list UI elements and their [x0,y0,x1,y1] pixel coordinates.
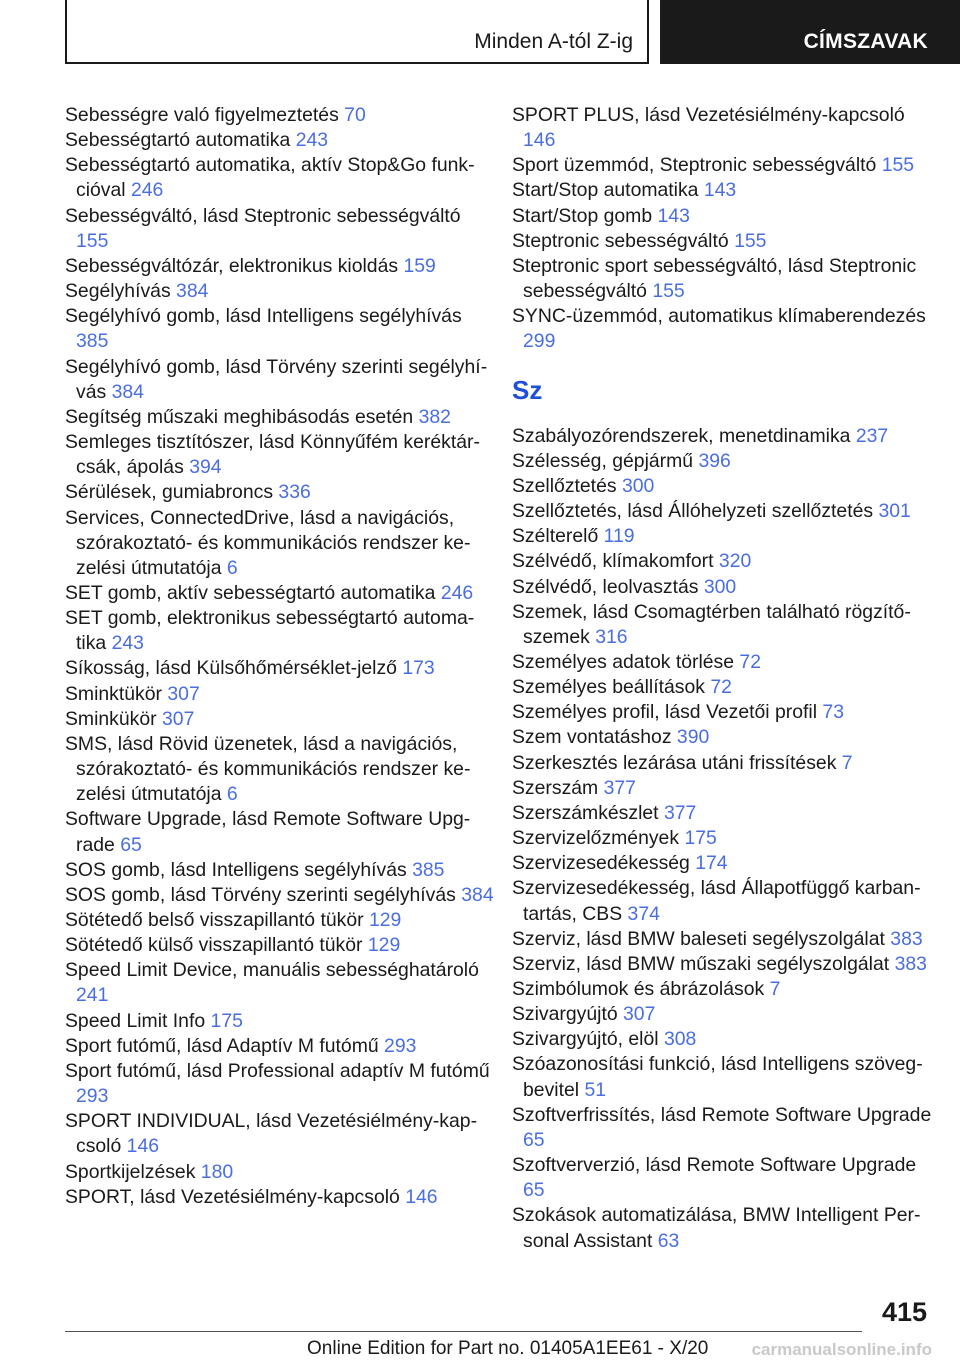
index-entry-text: Személyes profil, lásd Vezetői profil [512,701,818,724]
index-entry-text: Szoftververzió, lásd Remote Software Upgrade [512,1154,917,1177]
index-entry-text: Szerszámkészlet [512,801,659,824]
page-reference-link[interactable]: 155 [734,229,767,252]
index-entry-text: Start/Stop automatika [512,179,699,202]
index-entry-text: Sötétedő belső visszapillantó tükör [65,909,364,931]
index-entry [512,153,942,178]
section-heading: Sz [512,374,543,405]
page-reference-link[interactable]: 384 [176,280,209,303]
index-entry-text: SPORT PLUS, lásd Vezetésiélmény-kapcsoló [512,104,905,126]
page-reference-link[interactable]: 336 [278,481,311,504]
index-entry [65,1109,495,1159]
page-reference-link[interactable]: 383 [890,927,923,950]
page-reference-link[interactable]: 129 [368,909,402,931]
index-entry-text: Személyes adatok törlése [512,650,735,673]
section-tab [65,0,649,64]
index-entry-text: Speed Limit Device, manuális sebességhatároló [65,959,479,982]
index-entry [65,1059,495,1109]
page-reference-link[interactable]: 384 [461,883,494,906]
index-entry [65,1185,495,1210]
index-entry [65,430,495,480]
index-entry [65,883,495,908]
index-entry-text: Szóazonosítási funkció, lásd Intelligens szövegbevitel [512,1053,923,1101]
index-entry [512,725,942,750]
index-entry [65,204,495,254]
index-entry-text: Szerviz, lásd BMW műszaki segélyszolgálat [512,952,890,975]
index-entry [65,1160,495,1185]
page-reference-link[interactable]: 396 [698,449,731,472]
index-entry [512,826,942,851]
index-entry [512,304,942,354]
page-reference-link[interactable]: 63 [657,1229,680,1252]
index-entry-text: Semleges tisztítószer, lásd Könnyűfém keréktárcsák, ápolás [65,431,480,479]
index-entry-text: SOS gomb, lásd Intelligens segélyhívás [65,858,407,881]
index-entry [512,1002,942,1027]
page-reference-link[interactable]: 155 [652,280,685,303]
chapter-tab [660,0,960,64]
index-entry-text: Személyes beállítások [512,676,705,699]
page-reference-link[interactable]: 155 [76,229,109,252]
index-column-right [512,103,942,1254]
page-reference-link[interactable]: 374 [627,902,660,925]
index-entry [512,549,942,574]
index-entry-text: Szivargyújtó [512,1003,618,1026]
index-entry-text: Szivargyújtó, elöl [512,1028,659,1051]
index-entry-text: Sebességtartó automatika, aktív Stop&Go funkcióval [65,154,475,202]
index-entry-text: SOS gomb, lásd Törvény szerinti segélyhívás [65,883,456,906]
page-reference-link[interactable]: 307 [162,707,195,730]
index-entry [512,851,942,876]
index-entry [512,675,942,700]
index-entry-text: Szélesség, gépjármű [512,449,694,472]
page-reference-link[interactable]: 51 [584,1078,607,1101]
index-entry [512,977,942,1002]
index-entry-text: Segélyhívó gomb, lásd Intelligens segélyhívás [65,305,462,328]
index-entry-text: Steptronic sport sebességváltó, lásd Steptronic sebességváltó [512,254,917,303]
index-entry [512,1103,942,1153]
index-entry-text: Szimbólumok és ábrázolások [512,978,765,1000]
page-reference-link[interactable]: 72 [739,650,761,673]
index-entry-text: Síkosság, lásd Külsőhőmérséklet-jelző [65,657,397,680]
index-entry [512,751,942,776]
page-reference-link[interactable]: 243 [111,632,144,655]
index-entry [65,656,495,681]
index-entry [512,1052,942,1102]
page-reference-link[interactable]: 301 [878,500,911,523]
page-reference-link[interactable]: 316 [595,625,628,648]
index-entry [65,254,495,279]
page-reference-link[interactable]: 385 [76,330,109,353]
footer-edition: Online Edition for Part no. 01405A1EE61 - X/20 [307,1338,709,1359]
index-entry-text: Sebességre való figyelmeztetés [65,104,339,126]
index-entry [512,575,942,600]
index-entry-text: Speed Limit Info [65,1009,206,1032]
page-reference-link[interactable]: 7 [841,751,853,774]
index-entry [512,103,942,153]
index-entry-text: Sebességváltózár, elektronikus kioldás [65,254,399,277]
page-reference-link[interactable]: 65 [523,1128,545,1151]
index-entry [65,355,495,405]
index-entry [512,254,942,304]
page-reference-link[interactable]: 293 [384,1034,417,1057]
page-reference-link[interactable]: 308 [663,1028,697,1051]
index-entry-text: Szélvédő, klímakomfort [512,550,714,573]
index-entry-text: Szoftverfrissítés, lásd Remote Software Upgrade [512,1103,932,1126]
page-reference-link[interactable]: 155 [881,154,915,177]
index-entry-text: SPORT INDIVIDUAL, lásd Vezetésiélmény-kapcsoló [65,1110,478,1158]
index-entry [512,952,942,977]
index-entry-text: Sérülések, gumiabroncs [65,481,274,504]
index-entry-text: SPORT, lásd Vezetésiélmény-kapcsoló [65,1185,400,1208]
index-entry-text: Sebességváltó, lásd Steptronic sebességváltó [65,204,461,227]
page-reference-link[interactable]: 6 [226,556,238,579]
page-reference-link[interactable]: 65 [523,1179,545,1202]
page-reference-link[interactable]: 143 [657,204,690,227]
page-reference-link[interactable]: 146 [523,129,556,152]
index-entry [65,858,495,883]
page-reference-link[interactable]: 73 [822,701,844,724]
index-entry-text: Szervizesedékesség, lásd Állapotfüggő karbantartás, CBS [512,877,921,925]
index-entry [512,229,942,254]
index-entry [512,801,942,826]
index-entry [65,153,495,203]
index-entry-text: Sport futómű, lásd Professional adaptív M futómű [65,1059,490,1082]
page-reference-link[interactable]: 119 [603,525,635,548]
index-entry [512,424,942,449]
index-entry-text: Start/Stop gomb [512,204,653,227]
page-reference-link[interactable]: 180 [200,1160,234,1183]
index-entry [512,776,942,801]
index-entry-text: Sport futómű, lásd Adaptív M futómű [65,1034,379,1057]
index-entry [65,682,495,707]
page-reference-link[interactable]: 72 [710,676,732,699]
index-entry-text: Szellőztetés [512,474,617,497]
page-reference-link[interactable]: 299 [523,330,556,353]
page-reference-link[interactable]: 307 [167,682,200,705]
index-entry [512,474,942,499]
index-entry-text: SET gomb, aktív sebességtartó automatika [65,581,436,604]
page-reference-link[interactable]: 383 [894,952,927,975]
index-entry-text: Segélyhívás [65,280,171,303]
index-entry [65,1009,495,1034]
page-reference-link[interactable]: 246 [130,179,164,202]
page-reference-link[interactable]: 394 [189,456,222,479]
index-entry-text: Szemek, lásd Csomagtérben található rögzítőszemek [512,600,911,648]
page-reference-link[interactable]: 6 [226,783,238,806]
index-entry [512,1203,942,1253]
page-reference-link[interactable]: 65 [120,833,142,856]
index-entry [512,650,942,675]
index-entry [512,876,942,926]
page-reference-link[interactable]: 146 [126,1135,160,1158]
index-entry [65,128,495,153]
page-reference-link[interactable]: 320 [718,550,752,573]
index-entry [512,499,942,524]
index-entry [512,1153,942,1203]
index-entry [65,506,495,581]
index-entry [65,933,495,958]
section-tab-label: Minden A-tól Z-ig [474,30,633,53]
index-entry-text: Sötétedő külső visszapillantó tükör [65,934,363,957]
index-entry [65,480,495,505]
index-entry [512,449,942,474]
page-reference-link[interactable]: 143 [703,179,737,202]
page-reference-link[interactable]: 384 [111,380,144,403]
page-reference-link[interactable]: 300 [703,575,737,598]
index-entry [65,707,495,732]
page-reference-link[interactable]: 159 [403,254,436,277]
index-entry-text: Software Upgrade, lásd Remote Software Upgrade [65,808,471,856]
page-reference-link[interactable]: 175 [684,827,717,850]
chapter-label: CÍMSZAVAK [803,30,928,53]
page-reference-link[interactable]: 146 [405,1185,438,1208]
index-entry [512,1027,942,1052]
index-entry-text: Szerkesztés lezárása utáni frissítések [512,751,837,774]
watermark: carmanualsonline.info [751,1340,932,1359]
page-reference-link[interactable]: 173 [402,657,435,680]
index-column-left [65,103,495,1210]
page-reference-link[interactable]: 175 [210,1009,243,1032]
page-reference-link[interactable]: 390 [676,726,710,749]
footer-divider [65,1331,862,1332]
index-entry-text: Sportkijelzések [65,1160,196,1183]
page-reference-link[interactable]: 174 [695,852,728,875]
index-entry [65,405,495,430]
index-entry-text: SYNC-üzemmód, automatikus klímaberendezés [512,305,926,328]
page-reference-link[interactable]: 307 [623,1003,656,1026]
page-reference-link[interactable]: 237 [855,424,889,447]
index-entry-text: Szélvédő, leolvasztás [512,575,699,598]
index-entry [512,178,942,203]
index-entry-text: Szerszám [512,776,599,799]
index-entry [65,279,495,304]
index-entry [65,304,495,354]
index-entry-text: Services, ConnectedDrive, lásd a navigációs, szórakoztató- és kommunikációs rendszer kezelési útmutatója [65,506,471,579]
page-reference-link[interactable]: 241 [76,984,109,1007]
index-entry-text: Sminktükör [65,682,162,705]
index-entry-text: Szerviz, lásd BMW baleseti segélyszolgálat [512,927,885,950]
page-reference-link[interactable]: 246 [440,581,474,604]
page-reference-link[interactable]: 377 [603,776,636,799]
index-entry-text: Segélyhívó gomb, lásd Törvény szerinti segélyhívás [65,355,488,403]
index-entry-text: Steptronic sebességváltó [512,229,729,252]
index-group-s [512,103,942,355]
index-entry [65,1034,495,1059]
index-entry-text: SMS, lásd Rövid üzenetek, lásd a navigációs, szórakoztató- és kommunikációs rendszer kezelési útmutatója [65,732,471,806]
index-entry-text: Sport üzemmód, Steptronic sebességváltó [512,154,877,177]
index-entry-text: Szervizesedékesség [512,852,690,875]
index-entry-text: Sebességtartó automatika [65,129,291,152]
index-entry-text: Szem vontatáshoz [512,726,672,749]
index-entry-text: Sminkükör [65,707,157,730]
page-reference-link[interactable]: 129 [367,934,401,957]
page-reference-link[interactable]: 377 [663,801,697,824]
index-entry-text: Szabályozórendszerek, menetdinamika [512,424,851,447]
index-entry-text: Szervizelőzmények [512,827,680,850]
index-entry [65,732,495,807]
index-entry-text: Szélterelő [512,525,599,548]
index-entry-text: SET gomb, elektronikus sebességtartó automatika [65,607,475,655]
page-reference-link[interactable]: 293 [76,1085,109,1108]
page-reference-link[interactable]: 385 [412,858,445,881]
index-entry [512,600,942,650]
index-entry [512,204,942,229]
index-entry [512,524,942,549]
page-reference-link[interactable]: 70 [344,104,366,126]
index-entry-text: Segítség műszaki meghibásodás esetén [65,405,414,428]
index-entry [65,958,495,1008]
index-entry [512,927,942,952]
index-entry [65,103,495,128]
index-entry [65,908,495,933]
index-entry-text: Szellőztetés, lásd Állóhelyzeti szellőztetés [512,500,874,523]
page-reference-link[interactable]: 7 [769,978,781,1000]
index-entry [65,807,495,857]
index-group-sz [512,424,942,1254]
index-entry [512,700,942,725]
page-number: 415 [881,1297,927,1327]
page-reference-link[interactable]: 243 [295,129,329,152]
index-entry-text: Szokások automatizálása, BMW Intelligent Personal Assistant [512,1204,921,1252]
index-entry [65,581,495,606]
page-reference-link[interactable]: 382 [418,405,451,428]
page-reference-link[interactable]: 300 [621,474,655,497]
index-entry [65,606,495,656]
